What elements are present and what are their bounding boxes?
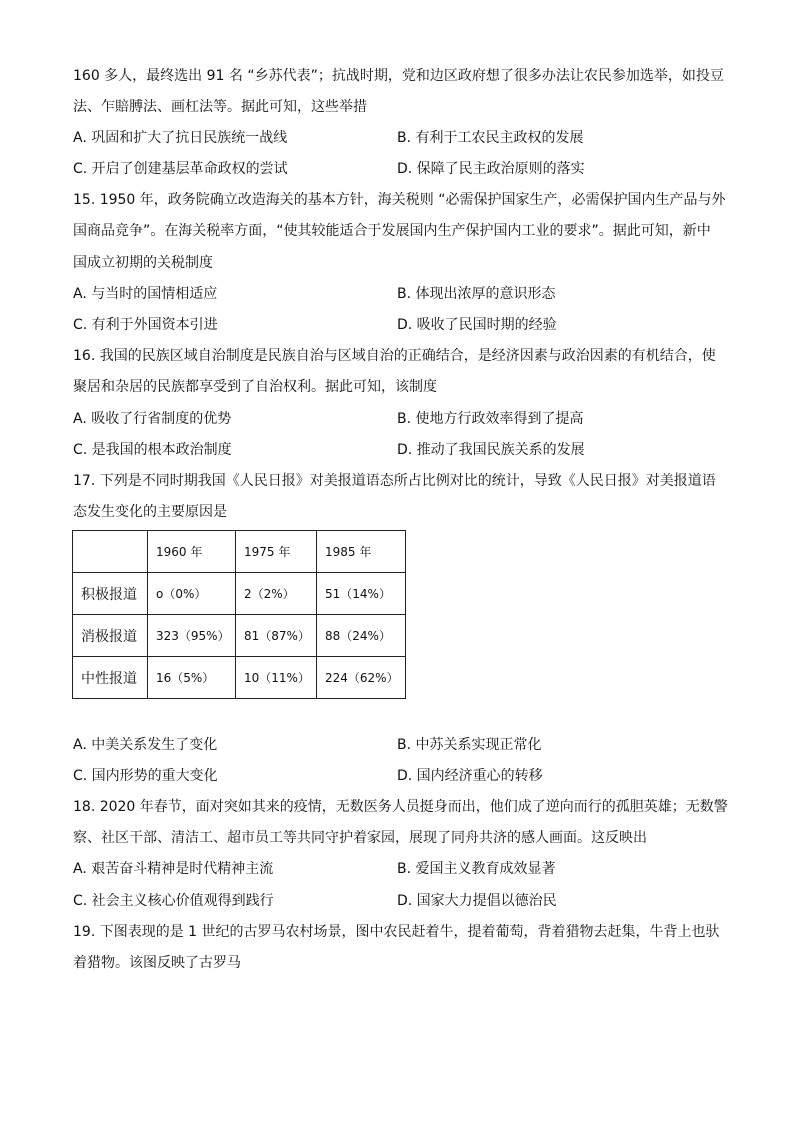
q18-stem-line-1: 18. 2020 年春节，面对突如其来的疫情，无数医务人员挺身而出，他们成了逆向而行的孤胆英雄；无数警 [73,799,728,815]
table-header-row [73,531,406,573]
q16-option-d[interactable]: D. 推动了我国民族关系的发展 [397,442,585,458]
table-row-label: 消极报道 [73,615,148,657]
q14-option-b[interactable]: B. 有利于工农民主政权的发展 [397,130,584,146]
q16-option-b[interactable]: B. 使地方行政效率得到了提高 [397,411,584,427]
q14-option-c[interactable]: C. 开启了创建基层革命政权的尝试 [73,161,288,177]
q17-option-d[interactable]: D. 国内经济重心的转移 [397,768,543,784]
q15-option-c[interactable]: C. 有利于外国资本引进 [73,317,218,333]
q14-stem-line-1: 160 多人，最终选出 91 名 “乡苏代表”；抗战时期，党和边区政府想了很多办法让农民参加选举，如投豆 [73,68,724,84]
q18-option-d[interactable]: D. 国家大力提倡以德治民 [397,893,557,909]
q15-stem-line-1: 15. 1950 年，政务院确立改造海关的基本方针，海关税则 “必需保护国家生产，必需保护国内生产品与外 [73,192,726,208]
q16-option-a[interactable]: A. 吸收了行省制度的优势 [73,411,232,427]
table-cell: 10（11%） [236,657,317,699]
table-cell: 323（95%） [148,615,236,657]
table-cell: o（0%） [148,573,236,615]
q15-stem-line-3: 国成立初期的关税制度 [73,255,213,271]
q16-stem-line-2: 聚居和杂居的民族都享受到了自治权利。据此可知，该制度 [73,379,437,395]
q14-stem-line-2: 法、乍賠膊法、画杠法等。据此可知，这些举措 [73,99,367,115]
q14-option-a[interactable]: A. 巩固和扩大了抗日民族统一战线 [73,130,288,146]
q15-option-a[interactable]: A. 与当时的国情相适应 [73,286,218,302]
q14-option-d[interactable]: D. 保障了民主政治原则的落实 [397,161,585,177]
report-tone-table [72,530,406,699]
q15-stem-line-2: 国商品竞争”。在海关税率方面，“使其较能适合于发展国内生产保护国内工业的要求”。据此可知，新中 [73,223,711,239]
table-row [73,615,406,657]
q16-stem-line-1: 16. 我国的民族区域自治制度是民族自治与区域自治的正确结合，是经济因素与政治因素的有机结合，使 [73,348,716,364]
q18-stem-line-2: 察、社区干部、清洁工、超市员工等共同守护着家园，展现了同舟共济的感人画面。这反映出 [73,830,647,846]
table-cell: 51（14%） [317,573,406,615]
q15-option-b[interactable]: B. 体现出浓厚的意识形态 [397,286,556,302]
q15-option-d[interactable]: D. 吸收了民国时期的经验 [397,317,557,333]
q18-option-c[interactable]: C. 社会主义核心价值观得到践行 [73,893,274,909]
table-header-cell: 1960 年 [148,531,236,573]
q19-stem-line-1: 19. 下图表现的是 1 世纪的古罗马农村场景，图中农民赶着牛，提着葡萄，背着猎物去赶集，牛背上也驮 [73,924,720,940]
q17-stem-line-2: 态发生变化的主要原因是 [73,504,227,520]
q17-stem-line-1: 17. 下列是不同时期我国《人民日报》对美报道语态所占比例对比的统计，导致《人民日报》对美报道语 [73,473,716,489]
table-header-cell: 1975 年 [236,531,317,573]
table-header-cell [73,531,148,573]
q18-option-a[interactable]: A. 艰苦奋斗精神是时代精神主流 [73,861,274,877]
q16-option-c[interactable]: C. 是我国的根本政治制度 [73,442,232,458]
table-row [73,657,406,699]
q19-stem-line-2: 着猎物。该图反映了古罗马 [73,955,241,971]
q18-option-b[interactable]: B. 爱国主义教育成效显著 [397,861,556,877]
table-row-label: 积极报道 [73,573,148,615]
table-row [73,573,406,615]
table-cell: 2（2%） [236,573,317,615]
table-header-cell: 1985 年 [317,531,406,573]
table-row-label: 中性报道 [73,657,148,699]
table-cell: 88（24%） [317,615,406,657]
q17-option-c[interactable]: C. 国内形势的重大变化 [73,768,218,784]
q17-option-a[interactable]: A. 中美关系发生了变化 [73,737,218,753]
table-cell: 81（87%） [236,615,317,657]
table-cell: 224（62%） [317,657,406,699]
q17-option-b[interactable]: B. 中苏关系实现正常化 [397,737,542,753]
table-cell: 16（5%） [148,657,236,699]
